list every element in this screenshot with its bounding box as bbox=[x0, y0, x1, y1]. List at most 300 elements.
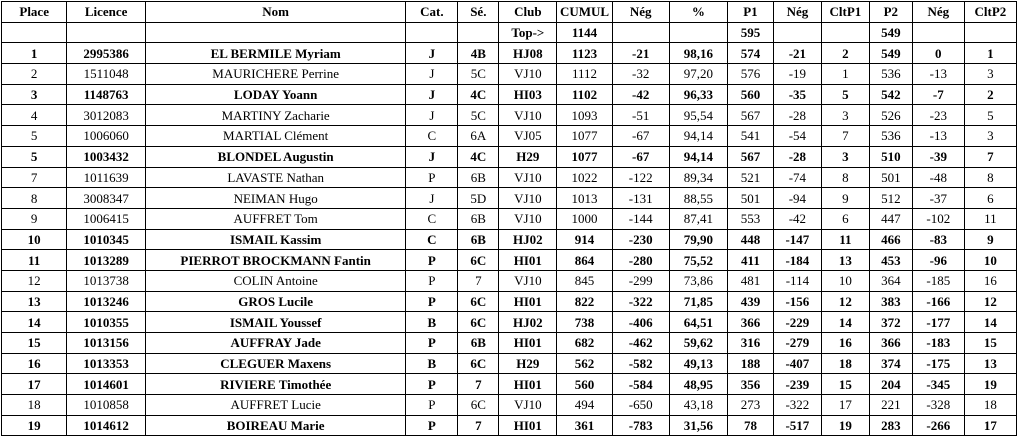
top-cell-cumul: 1144 bbox=[557, 22, 612, 43]
cell-place: 5 bbox=[2, 126, 67, 147]
cell-club: VJ10 bbox=[499, 167, 557, 188]
cell-clt-p2: 14 bbox=[964, 312, 1016, 333]
table-row bbox=[2, 188, 1017, 209]
cell-clt-p2: 3 bbox=[964, 126, 1016, 147]
table-row bbox=[2, 333, 1017, 354]
cell-cat: J bbox=[406, 105, 458, 126]
cell-club: VJ05 bbox=[499, 126, 557, 147]
cell-cumul: 1077 bbox=[557, 126, 612, 147]
cell-club: VJ10 bbox=[499, 188, 557, 209]
cell-clt-p2: 15 bbox=[964, 333, 1016, 354]
cell-club: H29 bbox=[499, 353, 557, 374]
cell-neg-p1: -19 bbox=[773, 64, 821, 85]
cell-cat: P bbox=[406, 415, 458, 436]
cell-p1: 574 bbox=[727, 43, 773, 64]
cell-p2: 366 bbox=[869, 333, 912, 354]
cell-clt-p1: 2 bbox=[821, 43, 869, 64]
column-header-clt-p2: CltP2 bbox=[964, 2, 1016, 23]
cell-clt-p1: 3 bbox=[821, 105, 869, 126]
cell-licence: 1014601 bbox=[67, 374, 146, 395]
cell-p2: 372 bbox=[869, 312, 912, 333]
cell-neg: -322 bbox=[612, 291, 669, 312]
cell-club: VJ10 bbox=[499, 64, 557, 85]
table-row bbox=[2, 353, 1017, 374]
cell-neg: -230 bbox=[612, 229, 669, 250]
cell-serie: 4C bbox=[458, 84, 499, 105]
cell-nom: GROS Lucile bbox=[145, 291, 405, 312]
cell-licence: 1013353 bbox=[67, 353, 146, 374]
cell-neg-p2: -185 bbox=[912, 270, 964, 291]
cell-clt-p1: 6 bbox=[821, 208, 869, 229]
cell-clt-p1: 5 bbox=[821, 84, 869, 105]
cell-p1: 316 bbox=[727, 333, 773, 354]
cell-clt-p1: 8 bbox=[821, 167, 869, 188]
cell-place: 2 bbox=[2, 64, 67, 85]
cell-p1: 78 bbox=[727, 415, 773, 436]
cell-place: 13 bbox=[2, 291, 67, 312]
cell-neg-p2: -177 bbox=[912, 312, 964, 333]
cell-club: VJ10 bbox=[499, 270, 557, 291]
top-cell-p1: 595 bbox=[727, 22, 773, 43]
cell-neg-p1: -239 bbox=[773, 374, 821, 395]
cell-p1: 188 bbox=[727, 353, 773, 374]
cell-neg: -67 bbox=[612, 146, 669, 167]
cell-place: 10 bbox=[2, 229, 67, 250]
cell-nom: EL BERMILE Myriam bbox=[145, 43, 405, 64]
cell-cumul: 1022 bbox=[557, 167, 612, 188]
table-row bbox=[2, 415, 1017, 436]
table-row bbox=[2, 374, 1017, 395]
cell-clt-p1: 9 bbox=[821, 188, 869, 209]
cell-neg-p1: -42 bbox=[773, 208, 821, 229]
cell-percent: 95,54 bbox=[669, 105, 727, 126]
cell-p2: 383 bbox=[869, 291, 912, 312]
cell-cat: P bbox=[406, 270, 458, 291]
table-row bbox=[2, 167, 1017, 188]
cell-cat: B bbox=[406, 312, 458, 333]
cell-neg: -131 bbox=[612, 188, 669, 209]
cell-clt-p2: 12 bbox=[964, 291, 1016, 312]
column-header-p1: P1 bbox=[727, 2, 773, 23]
cell-neg-p1: -156 bbox=[773, 291, 821, 312]
cell-place: 16 bbox=[2, 353, 67, 374]
top-cell-neg bbox=[612, 22, 669, 43]
cell-nom: LODAY Yoann bbox=[145, 84, 405, 105]
cell-p2: 526 bbox=[869, 105, 912, 126]
cell-place: 4 bbox=[2, 105, 67, 126]
cell-licence: 1013246 bbox=[67, 291, 146, 312]
cell-p2: 501 bbox=[869, 167, 912, 188]
cell-club: H29 bbox=[499, 146, 557, 167]
cell-clt-p1: 1 bbox=[821, 64, 869, 85]
cell-cumul: 914 bbox=[557, 229, 612, 250]
cell-cumul: 864 bbox=[557, 250, 612, 271]
cell-nom: MARTINY Zacharie bbox=[145, 105, 405, 126]
cell-neg: -42 bbox=[612, 84, 669, 105]
top-cell-serie bbox=[458, 22, 499, 43]
cell-clt-p2: 1 bbox=[964, 43, 1016, 64]
cell-neg: -584 bbox=[612, 374, 669, 395]
cell-clt-p2: 16 bbox=[964, 270, 1016, 291]
cell-neg: -144 bbox=[612, 208, 669, 229]
table-row bbox=[2, 312, 1017, 333]
cell-clt-p2: 5 bbox=[964, 105, 1016, 126]
cell-neg-p2: -175 bbox=[912, 353, 964, 374]
cell-cumul: 1112 bbox=[557, 64, 612, 85]
cell-place: 19 bbox=[2, 415, 67, 436]
cell-clt-p1: 17 bbox=[821, 395, 869, 416]
column-header-nom: Nom bbox=[145, 2, 405, 23]
cell-p2: 283 bbox=[869, 415, 912, 436]
cell-neg-p2: -7 bbox=[912, 84, 964, 105]
cell-clt-p1: 19 bbox=[821, 415, 869, 436]
cell-serie: 5D bbox=[458, 188, 499, 209]
cell-nom: AUFFRET Lucie bbox=[145, 395, 405, 416]
header-row bbox=[2, 2, 1017, 23]
cell-nom: RIVIERE Timothée bbox=[145, 374, 405, 395]
table-row bbox=[2, 64, 1017, 85]
cell-serie: 4C bbox=[458, 146, 499, 167]
cell-neg-p1: -517 bbox=[773, 415, 821, 436]
column-header-serie: Sé. bbox=[458, 2, 499, 23]
cell-place: 7 bbox=[2, 167, 67, 188]
column-header-neg: Nég bbox=[612, 2, 669, 23]
cell-licence: 1013289 bbox=[67, 250, 146, 271]
cell-neg-p1: -147 bbox=[773, 229, 821, 250]
cell-place: 9 bbox=[2, 208, 67, 229]
cell-neg: -280 bbox=[612, 250, 669, 271]
cell-percent: 79,90 bbox=[669, 229, 727, 250]
cell-neg: -67 bbox=[612, 126, 669, 147]
cell-percent: 73,86 bbox=[669, 270, 727, 291]
cell-nom: BLONDEL Augustin bbox=[145, 146, 405, 167]
cell-p2: 510 bbox=[869, 146, 912, 167]
cell-place: 1 bbox=[2, 43, 67, 64]
cell-p2: 364 bbox=[869, 270, 912, 291]
cell-neg: -51 bbox=[612, 105, 669, 126]
cell-cumul: 562 bbox=[557, 353, 612, 374]
cell-serie: 4B bbox=[458, 43, 499, 64]
cell-clt-p2: 11 bbox=[964, 208, 1016, 229]
table-row bbox=[2, 126, 1017, 147]
cell-clt-p1: 14 bbox=[821, 312, 869, 333]
cell-p2: 512 bbox=[869, 188, 912, 209]
cell-neg-p1: -229 bbox=[773, 312, 821, 333]
cell-cat: C bbox=[406, 126, 458, 147]
cell-neg: -406 bbox=[612, 312, 669, 333]
cell-cumul: 1013 bbox=[557, 188, 612, 209]
cell-neg-p2: -328 bbox=[912, 395, 964, 416]
cell-licence: 1010345 bbox=[67, 229, 146, 250]
column-header-club: Club bbox=[499, 2, 557, 23]
cell-nom: COLIN Antoine bbox=[145, 270, 405, 291]
cell-percent: 43,18 bbox=[669, 395, 727, 416]
cell-serie: 6C bbox=[458, 250, 499, 271]
cell-p1: 553 bbox=[727, 208, 773, 229]
cell-neg-p2: -48 bbox=[912, 167, 964, 188]
cell-neg-p1: -54 bbox=[773, 126, 821, 147]
cell-clt-p1: 18 bbox=[821, 353, 869, 374]
cell-clt-p1: 13 bbox=[821, 250, 869, 271]
cell-clt-p2: 2 bbox=[964, 84, 1016, 105]
cell-percent: 64,51 bbox=[669, 312, 727, 333]
cell-club: HI01 bbox=[499, 415, 557, 436]
column-header-cumul: CUMUL bbox=[557, 2, 612, 23]
cell-neg-p1: -21 bbox=[773, 43, 821, 64]
top-cell-cat bbox=[406, 22, 458, 43]
cell-cumul: 1000 bbox=[557, 208, 612, 229]
table-body bbox=[2, 22, 1017, 436]
cell-neg: -582 bbox=[612, 353, 669, 374]
cell-nom: ISMAIL Kassim bbox=[145, 229, 405, 250]
cell-club: HI01 bbox=[499, 333, 557, 354]
cell-p1: 541 bbox=[727, 126, 773, 147]
cell-cat: P bbox=[406, 395, 458, 416]
cell-neg-p1: -407 bbox=[773, 353, 821, 374]
cell-serie: 6C bbox=[458, 291, 499, 312]
table-row bbox=[2, 43, 1017, 64]
cell-nom: ISMAIL Youssef bbox=[145, 312, 405, 333]
cell-clt-p1: 15 bbox=[821, 374, 869, 395]
cell-club: HI01 bbox=[499, 291, 557, 312]
cell-neg: -650 bbox=[612, 395, 669, 416]
cell-cumul: 1093 bbox=[557, 105, 612, 126]
cell-licence: 1011639 bbox=[67, 167, 146, 188]
cell-cat: P bbox=[406, 250, 458, 271]
cell-neg-p2: -166 bbox=[912, 291, 964, 312]
cell-clt-p1: 11 bbox=[821, 229, 869, 250]
cell-serie: 6C bbox=[458, 353, 499, 374]
column-header-neg-p1: Nég bbox=[773, 2, 821, 23]
table-row bbox=[2, 229, 1017, 250]
cell-percent: 87,41 bbox=[669, 208, 727, 229]
cell-serie: 6B bbox=[458, 229, 499, 250]
cell-p1: 411 bbox=[727, 250, 773, 271]
table-row bbox=[2, 395, 1017, 416]
cell-place: 14 bbox=[2, 312, 67, 333]
cell-serie: 6C bbox=[458, 312, 499, 333]
cell-place: 12 bbox=[2, 270, 67, 291]
cell-p2: 536 bbox=[869, 64, 912, 85]
cell-licence: 1148763 bbox=[67, 84, 146, 105]
cell-percent: 59,62 bbox=[669, 333, 727, 354]
cell-cumul: 1077 bbox=[557, 146, 612, 167]
cell-clt-p1: 16 bbox=[821, 333, 869, 354]
cell-serie: 6B bbox=[458, 167, 499, 188]
cell-cumul: 738 bbox=[557, 312, 612, 333]
cell-place: 18 bbox=[2, 395, 67, 416]
cell-neg-p2: 0 bbox=[912, 43, 964, 64]
cell-neg-p2: -83 bbox=[912, 229, 964, 250]
top-cell-p2: 549 bbox=[869, 22, 912, 43]
cell-neg-p1: -28 bbox=[773, 146, 821, 167]
cell-club: HI01 bbox=[499, 250, 557, 271]
cell-clt-p2: 19 bbox=[964, 374, 1016, 395]
cell-cumul: 1123 bbox=[557, 43, 612, 64]
cell-p2: 374 bbox=[869, 353, 912, 374]
column-header-p2: P2 bbox=[869, 2, 912, 23]
cell-neg-p2: -345 bbox=[912, 374, 964, 395]
table-row bbox=[2, 105, 1017, 126]
top-cell-clt-p2 bbox=[964, 22, 1016, 43]
cell-clt-p2: 13 bbox=[964, 353, 1016, 374]
cell-club: HJ02 bbox=[499, 312, 557, 333]
column-header-percent: % bbox=[669, 2, 727, 23]
cell-neg-p1: -74 bbox=[773, 167, 821, 188]
table-row bbox=[2, 250, 1017, 271]
cell-neg: -122 bbox=[612, 167, 669, 188]
cell-serie: 6A bbox=[458, 126, 499, 147]
cell-club: HI03 bbox=[499, 84, 557, 105]
cell-licence: 3012083 bbox=[67, 105, 146, 126]
cell-serie: 7 bbox=[458, 374, 499, 395]
cell-place: 8 bbox=[2, 188, 67, 209]
cell-clt-p1: 7 bbox=[821, 126, 869, 147]
cell-cumul: 361 bbox=[557, 415, 612, 436]
top-cell-percent bbox=[669, 22, 727, 43]
cell-nom: MARTIAL Clément bbox=[145, 126, 405, 147]
cell-serie: 5C bbox=[458, 64, 499, 85]
cell-p1: 567 bbox=[727, 146, 773, 167]
cell-licence: 2995386 bbox=[67, 43, 146, 64]
cell-licence: 1014612 bbox=[67, 415, 146, 436]
column-header-cat: Cat. bbox=[406, 2, 458, 23]
top-cell-club: Top-> bbox=[499, 22, 557, 43]
cell-clt-p2: 8 bbox=[964, 167, 1016, 188]
cell-cat: C bbox=[406, 208, 458, 229]
cell-neg: -299 bbox=[612, 270, 669, 291]
cell-percent: 48,95 bbox=[669, 374, 727, 395]
cell-cat: J bbox=[406, 188, 458, 209]
cell-licence: 1010858 bbox=[67, 395, 146, 416]
table-row bbox=[2, 84, 1017, 105]
cell-percent: 96,33 bbox=[669, 84, 727, 105]
cell-p1: 448 bbox=[727, 229, 773, 250]
cell-cat: J bbox=[406, 43, 458, 64]
cell-p1: 356 bbox=[727, 374, 773, 395]
cell-serie: 7 bbox=[458, 415, 499, 436]
cell-p2: 466 bbox=[869, 229, 912, 250]
cell-p1: 366 bbox=[727, 312, 773, 333]
cell-licence: 1013738 bbox=[67, 270, 146, 291]
cell-nom: CLEGUER Maxens bbox=[145, 353, 405, 374]
cell-p1: 576 bbox=[727, 64, 773, 85]
cell-place: 3 bbox=[2, 84, 67, 105]
cell-clt-p2: 3 bbox=[964, 64, 1016, 85]
cell-p1: 521 bbox=[727, 167, 773, 188]
cell-cumul: 822 bbox=[557, 291, 612, 312]
cell-percent: 71,85 bbox=[669, 291, 727, 312]
cell-neg-p1: -28 bbox=[773, 105, 821, 126]
cell-p2: 447 bbox=[869, 208, 912, 229]
column-header-clt-p1: CltP1 bbox=[821, 2, 869, 23]
cell-p2: 549 bbox=[869, 43, 912, 64]
cell-clt-p1: 12 bbox=[821, 291, 869, 312]
cell-clt-p2: 7 bbox=[964, 146, 1016, 167]
cell-cumul: 845 bbox=[557, 270, 612, 291]
cell-p1: 273 bbox=[727, 395, 773, 416]
cell-neg-p2: -23 bbox=[912, 105, 964, 126]
cell-clt-p2: 18 bbox=[964, 395, 1016, 416]
cell-cat: C bbox=[406, 229, 458, 250]
cell-neg-p1: -322 bbox=[773, 395, 821, 416]
cell-club: VJ10 bbox=[499, 395, 557, 416]
cell-neg-p1: -94 bbox=[773, 188, 821, 209]
cell-licence: 3008347 bbox=[67, 188, 146, 209]
cell-percent: 98,16 bbox=[669, 43, 727, 64]
cell-p2: 536 bbox=[869, 126, 912, 147]
cell-cat: P bbox=[406, 291, 458, 312]
cell-percent: 88,55 bbox=[669, 188, 727, 209]
cell-p1: 439 bbox=[727, 291, 773, 312]
cell-cat: P bbox=[406, 333, 458, 354]
top-cell-place bbox=[2, 22, 67, 43]
cell-cat: B bbox=[406, 353, 458, 374]
table-row bbox=[2, 146, 1017, 167]
cell-percent: 89,34 bbox=[669, 167, 727, 188]
cell-neg-p2: -13 bbox=[912, 126, 964, 147]
cell-percent: 94,14 bbox=[669, 146, 727, 167]
cell-place: 11 bbox=[2, 250, 67, 271]
cell-neg: -783 bbox=[612, 415, 669, 436]
column-header-place: Place bbox=[2, 2, 67, 23]
cell-clt-p2: 6 bbox=[964, 188, 1016, 209]
top-cell-neg-p2 bbox=[912, 22, 964, 43]
cell-licence: 1013156 bbox=[67, 333, 146, 354]
cell-cumul: 494 bbox=[557, 395, 612, 416]
cell-cat: J bbox=[406, 64, 458, 85]
cell-p1: 481 bbox=[727, 270, 773, 291]
cell-place: 17 bbox=[2, 374, 67, 395]
cell-p1: 501 bbox=[727, 188, 773, 209]
table-row bbox=[2, 291, 1017, 312]
cell-serie: 6C bbox=[458, 395, 499, 416]
cell-club: HJ08 bbox=[499, 43, 557, 64]
cell-cat: J bbox=[406, 84, 458, 105]
cell-neg-p1: -114 bbox=[773, 270, 821, 291]
cell-serie: 5C bbox=[458, 105, 499, 126]
cell-neg: -21 bbox=[612, 43, 669, 64]
cell-neg: -32 bbox=[612, 64, 669, 85]
cell-licence: 1511048 bbox=[67, 64, 146, 85]
column-header-licence: Licence bbox=[67, 2, 146, 23]
cell-cat: J bbox=[406, 146, 458, 167]
cell-neg-p1: -35 bbox=[773, 84, 821, 105]
cell-licence: 1006415 bbox=[67, 208, 146, 229]
cell-nom: MAURICHERE Perrine bbox=[145, 64, 405, 85]
cell-cumul: 1102 bbox=[557, 84, 612, 105]
cell-cumul: 682 bbox=[557, 333, 612, 354]
cell-place: 15 bbox=[2, 333, 67, 354]
top-cell-clt-p1 bbox=[821, 22, 869, 43]
cell-neg: -462 bbox=[612, 333, 669, 354]
cell-licence: 1003432 bbox=[67, 146, 146, 167]
cell-neg-p1: -279 bbox=[773, 333, 821, 354]
cell-p2: 542 bbox=[869, 84, 912, 105]
cell-cat: P bbox=[406, 167, 458, 188]
cell-club: VJ10 bbox=[499, 105, 557, 126]
cell-cat: P bbox=[406, 374, 458, 395]
cell-percent: 94,14 bbox=[669, 126, 727, 147]
cell-neg-p2: -37 bbox=[912, 188, 964, 209]
cell-clt-p1: 3 bbox=[821, 146, 869, 167]
cell-nom: PIERROT BROCKMANN Fantin bbox=[145, 250, 405, 271]
cell-cumul: 560 bbox=[557, 374, 612, 395]
cell-club: HI01 bbox=[499, 374, 557, 395]
cell-p2: 221 bbox=[869, 395, 912, 416]
cell-clt-p2: 10 bbox=[964, 250, 1016, 271]
cell-serie: 7 bbox=[458, 270, 499, 291]
